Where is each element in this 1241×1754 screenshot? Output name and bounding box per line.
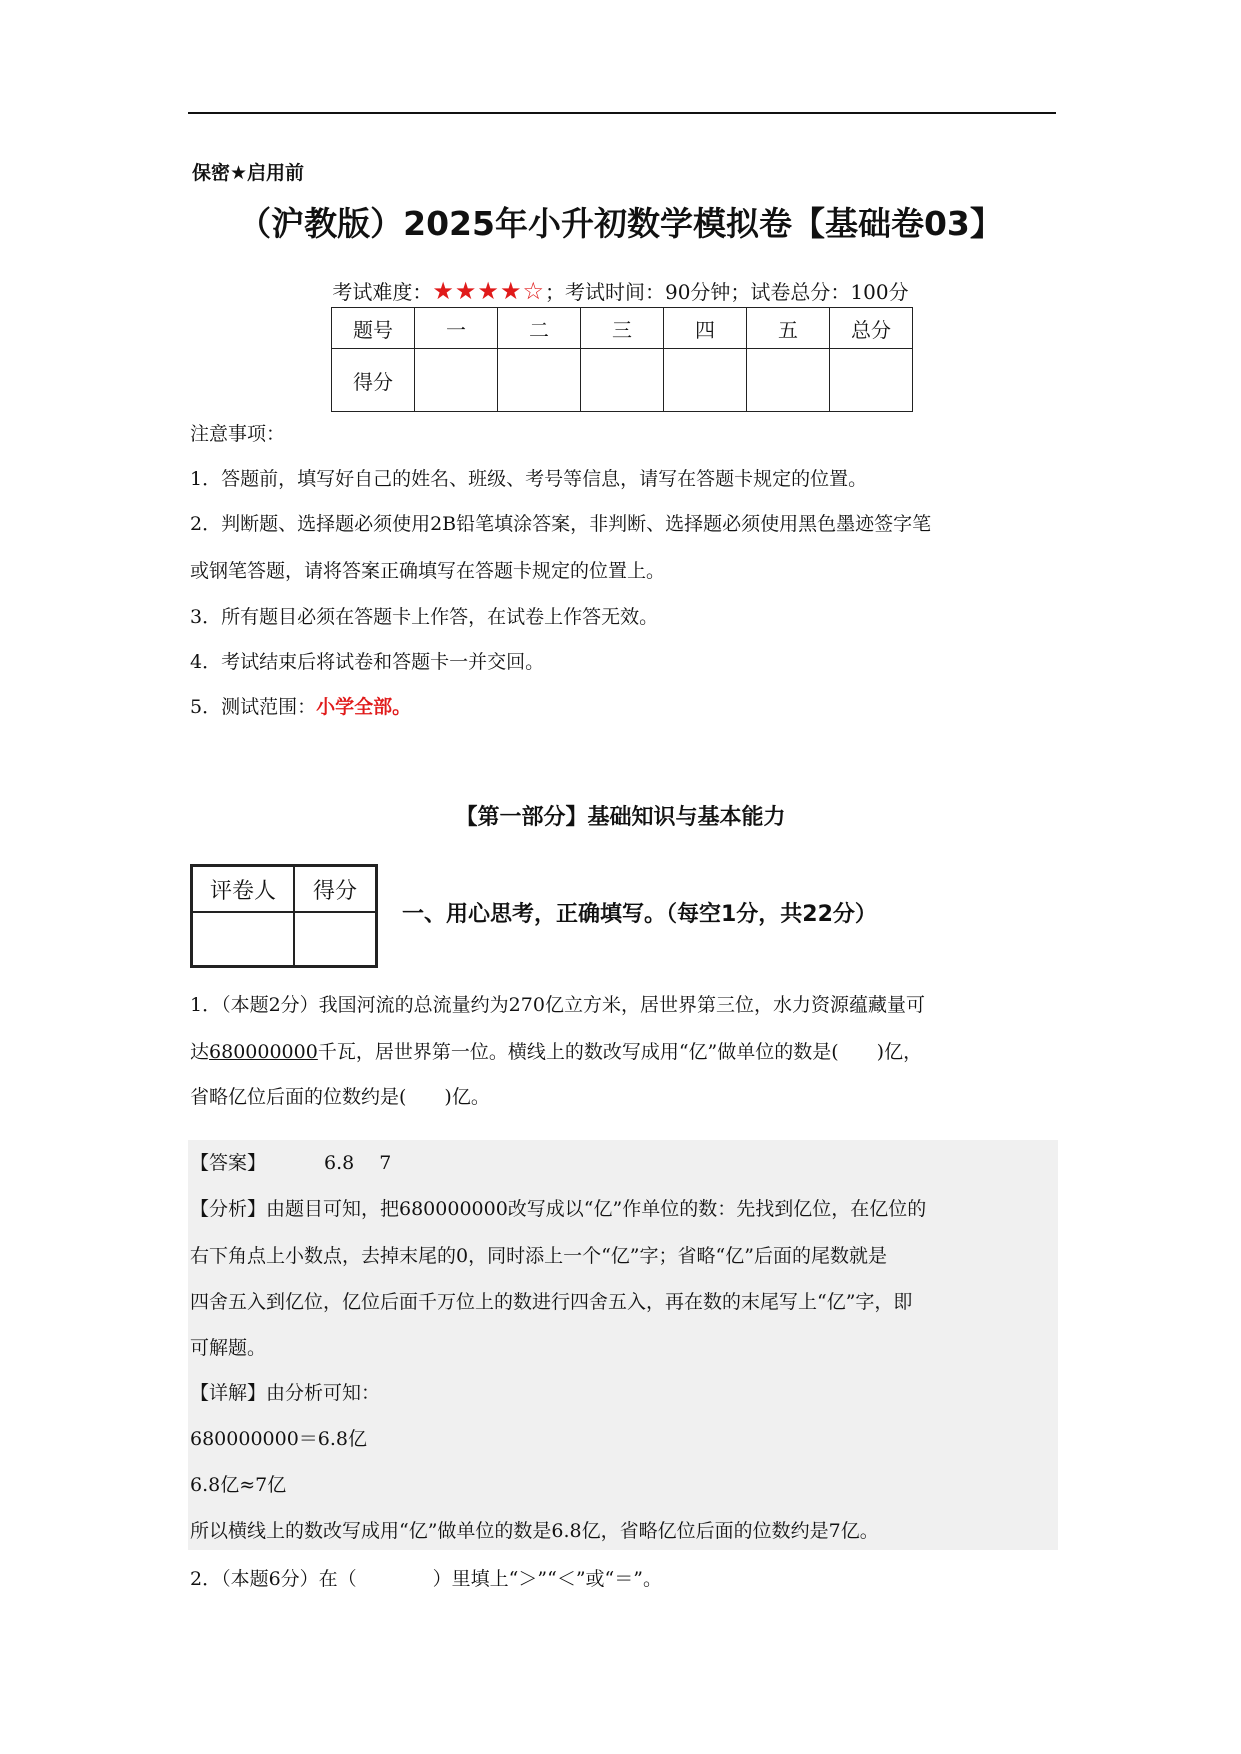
section-title: 一、用心思考，正确填写。（每空1分，共22分）: [402, 902, 877, 927]
scope-value: 小学全部。: [316, 696, 412, 718]
answer-label: 【答案】: [190, 1152, 267, 1174]
exam-time-score: ；考试时间：90分钟；试卷总分：100分: [544, 280, 909, 304]
score-header-cell: 三: [581, 308, 664, 349]
difficulty-label: 考试难度：: [332, 280, 433, 304]
analysis-line: 可解题。: [190, 1337, 267, 1359]
score-header-cell: 题号: [332, 308, 415, 349]
score-cell: [830, 349, 913, 412]
detail-line: 【详解】由分析可知：: [190, 1382, 381, 1404]
score-header-cell: 五: [747, 308, 830, 349]
detail-line: 6.8亿≈7亿: [190, 1474, 287, 1496]
difficulty-stars-filled: ★★★★: [432, 277, 523, 305]
question-1-line: [190, 1037, 922, 1064]
confidential-label: 保密★启用前: [192, 162, 305, 184]
grader-score-header: 得分: [294, 866, 377, 913]
top-rule: [188, 112, 1056, 114]
question-1-line: 1．（本题2分）我国河流的总流量约为270亿立方米，居世界第三位，水力资源蕴藏量可: [190, 994, 925, 1016]
notes-heading: 注意事项：: [190, 423, 286, 445]
note-item-scope: [190, 692, 411, 719]
score-header-cell: 一: [415, 308, 498, 349]
score-cell: [664, 349, 747, 412]
grader-table: [190, 864, 378, 968]
page-title: （沪教版）2025年小升初数学模拟卷【基础卷03】: [238, 204, 1003, 243]
score-cell: [747, 349, 830, 412]
grader-cell: [192, 912, 295, 967]
score-table: [331, 307, 913, 412]
score-row-label: 得分: [332, 349, 415, 412]
score-header-cell: 二: [498, 308, 581, 349]
score-cell: [415, 349, 498, 412]
answer-line: [190, 1148, 391, 1175]
analysis-line: 四舍五入到亿位，亿位后面千万位上的数进行四舍五入，再在数的末尾写上“亿”字，即: [190, 1291, 913, 1313]
detail-line: 680000000＝6.8亿: [190, 1428, 368, 1450]
part-title: 【第一部分】基础知识与基本能力: [455, 805, 786, 830]
scope-label: 5．测试范围：: [190, 696, 317, 718]
note-item: 或钢笔答题，请将答案正确填写在答题卡规定的位置上。: [190, 560, 666, 582]
score-cell: [581, 349, 664, 412]
detail-line: 所以横线上的数改写成用“亿”做单位的数是6.8亿，省略亿位后面的位数约是7亿。: [190, 1520, 879, 1542]
note-item: 2．判断题、选择题必须使用2B铅笔填涂答案，非判断、选择题必须使用黑色墨迹签字笔: [190, 513, 932, 535]
score-header-cell: 总分: [830, 308, 913, 349]
score-cell: [498, 349, 581, 412]
analysis-line: 右下角点上小数点，去掉末尾的0，同时添上一个“亿”字；省略“亿”后面的尾数就是: [190, 1245, 887, 1267]
exam-meta: [0, 276, 1241, 305]
question-2-line: 2．（本题6分）在（ ）里填上“＞”“＜”或“＝”。: [190, 1568, 662, 1590]
analysis-line: 【分析】由题目可知，把680000000改写成以“亿”作单位的数：先找到亿位，在亿位的: [190, 1198, 927, 1220]
underlined-number: 680000000: [209, 1041, 318, 1063]
score-header-cell: 四: [664, 308, 747, 349]
q1-prefix: 达: [190, 1041, 210, 1063]
q1-suffix: 千瓦，居世界第一位。横线上的数改写成用“亿”做单位的数是( )亿，: [317, 1041, 923, 1063]
note-item: 4．考试结束后将试卷和答题卡一并交回。: [190, 651, 545, 673]
difficulty-star-empty: ☆: [522, 277, 545, 305]
answer-values: 6.8 7: [324, 1152, 392, 1174]
grader-header: 评卷人: [192, 866, 295, 913]
note-item: 1．答题前，填写好自己的姓名、班级、考号等信息，请写在答题卡规定的位置。: [190, 468, 868, 490]
question-1-line: 省略亿位后面的位数约是( )亿。: [190, 1086, 490, 1108]
grader-score-cell: [294, 912, 377, 967]
note-item: 3．所有题目必须在答题卡上作答，在试卷上作答无效。: [190, 606, 659, 628]
